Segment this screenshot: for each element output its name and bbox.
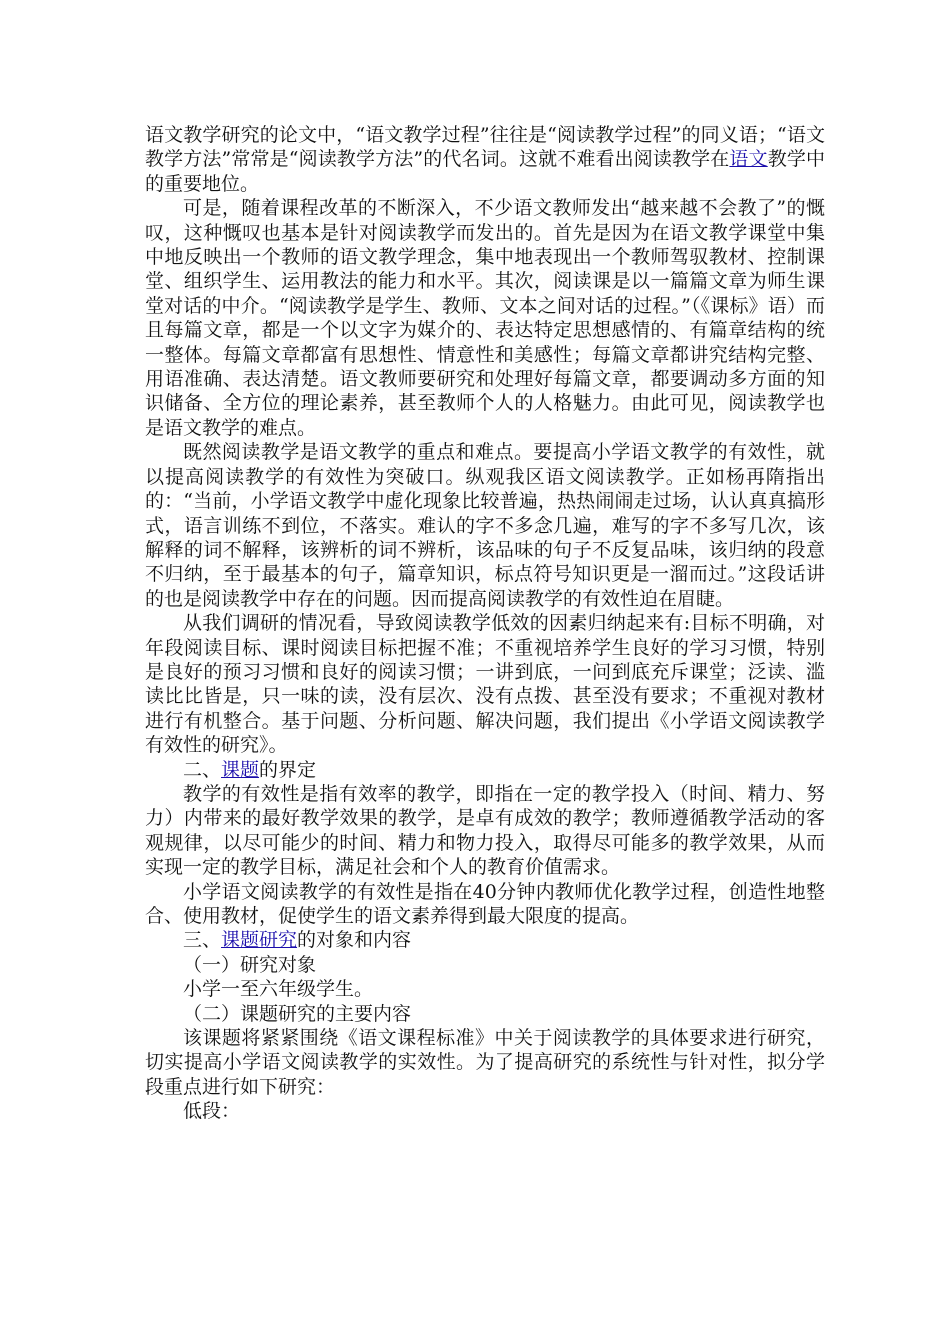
paragraph-effectiveness: 既然阅读教学是语文教学的重点和难点。要提高小学语文教学的有效性，就以提高阅读教学的有效性为突破口。纵观我区语文阅读教学。正如杨再隋指出的：“当前，小学语文教学中虚化现象比较普遍，热热闹闹走过场，认认真真搞形式，语言训练不到位，不落实。难认的字不多念几遍，难写的字不多写几次，该解释的词不解释，该辨析的词不辨析，该品味的句子不反复品味，该归纳的段意不归纳，至于最基本的句子，篇章知识，标点符号知识更是一溜而过。”这段话讲的也是阅读教学中存在的问题。因而提高阅读教学的有效性迫在眉睫。	[145, 441, 825, 610]
link-keti[interactable]: 课题	[221, 758, 260, 781]
paragraph-definition: 教学的有效性是指有效率的教学，即指在一定的教学投入（时间、精力、努力）内带来的最好教学效果的教学，是卓有成效的教学；教师遵循教学活动的客观规律，以尽可能少的时间、精力和物力投入，取得尽可能多的教学效果，从而实现一定的教学目标，满足社会和个人的教育价值需求。	[145, 782, 825, 879]
paragraph-low-stage: 低段：	[183, 1100, 241, 1123]
heading-section-3-suffix: 的对象和内容	[297, 929, 412, 952]
link-keti-yanjiu[interactable]: 课题研究	[221, 929, 298, 952]
link-yuwen[interactable]: 语文	[729, 148, 768, 171]
paragraph-survey: 从我们调研的情况看，导致阅读教学低效的因素归纳起来有:目标不明确，对年段阅读目标、课时阅读目标把握不准；不重视培养学生良好的学习习惯，特别是良好的预习习惯和良好的阅读习惯；一讲到底，一问到底充斥课堂；泛读、滥读比比皆是，只一味的读，没有层次、没有点拨、甚至没有要求；不重视对教材进行有机整合。基于问题、分析问题、解决问题，我们提出《小学语文阅读教学有效性的研究》。	[145, 612, 825, 757]
paragraph-intro	[145, 123, 825, 196]
subheading-research-object: （一）研究对象	[183, 953, 317, 976]
paragraph-students: 小学一至六年级学生。	[183, 978, 374, 1001]
paragraph-intro-text-2: 教学中的重要地位。	[145, 148, 825, 195]
subheading-research-content: （二）课题研究的主要内容	[183, 1002, 412, 1025]
document-body	[145, 123, 825, 1124]
paragraph-difficulty: 可是，随着课程改革的不断深入，不少语文教师发出“越来越不会教了”的慨叹，这种慨叹也基本是针对阅读教学而发出的。首先是因为在语文教学课堂中集中地反映出一个教师的语文教学理念，集中地表现出一个教师驾驭教材、控制课堂、组织学生、运用教法的能力和水平。其次，阅读课是以一篇篇文章为师生课堂对话的中介。“阅读教学是学生、教师、文本之间对话的过程。”（《课标》语）而且每篇文章，都是一个以文字为媒介的、表达特定思想感情的、有篇章结构的统一整体。每篇文章都富有思想性、情意性和美感性；每篇文章都讲究结构完整、用语准确、表达清楚。语文教师要研究和处理好每篇文章，都要调动多方面的知识储备、全方位的理论素养，甚至教师个人的人格魅力。由此可见，阅读教学也是语文教学的难点。	[145, 197, 825, 439]
heading-section-3-prefix: 三、	[183, 929, 222, 952]
paragraph-reading-effectiveness: 小学语文阅读教学的有效性是指在40分钟内教师优化教学过程，创造性地整合、使用教材，促使学生的语文素养得到最大限度的提高。	[145, 880, 825, 927]
paragraph-intro-text-1: 语文教学研究的论文中，“语文教学过程”往往是“阅读教学过程”的同义语；“语文教学方法”常常是“阅读教学方法”的代名词。这就不难看出阅读教学在	[145, 124, 825, 171]
heading-section-2	[145, 758, 825, 782]
heading-section-3	[145, 928, 825, 952]
paragraph-research-plan: 该课题将紧紧围绕《语文课程标准》中关于阅读教学的具体要求进行研究，切实提高小学语文阅读教学的实效性。为了提高研究的系统性与针对性，拟分学段重点进行如下研究：	[145, 1027, 825, 1098]
heading-section-2-prefix: 二、	[183, 758, 222, 781]
heading-section-2-suffix: 的界定	[259, 758, 317, 781]
